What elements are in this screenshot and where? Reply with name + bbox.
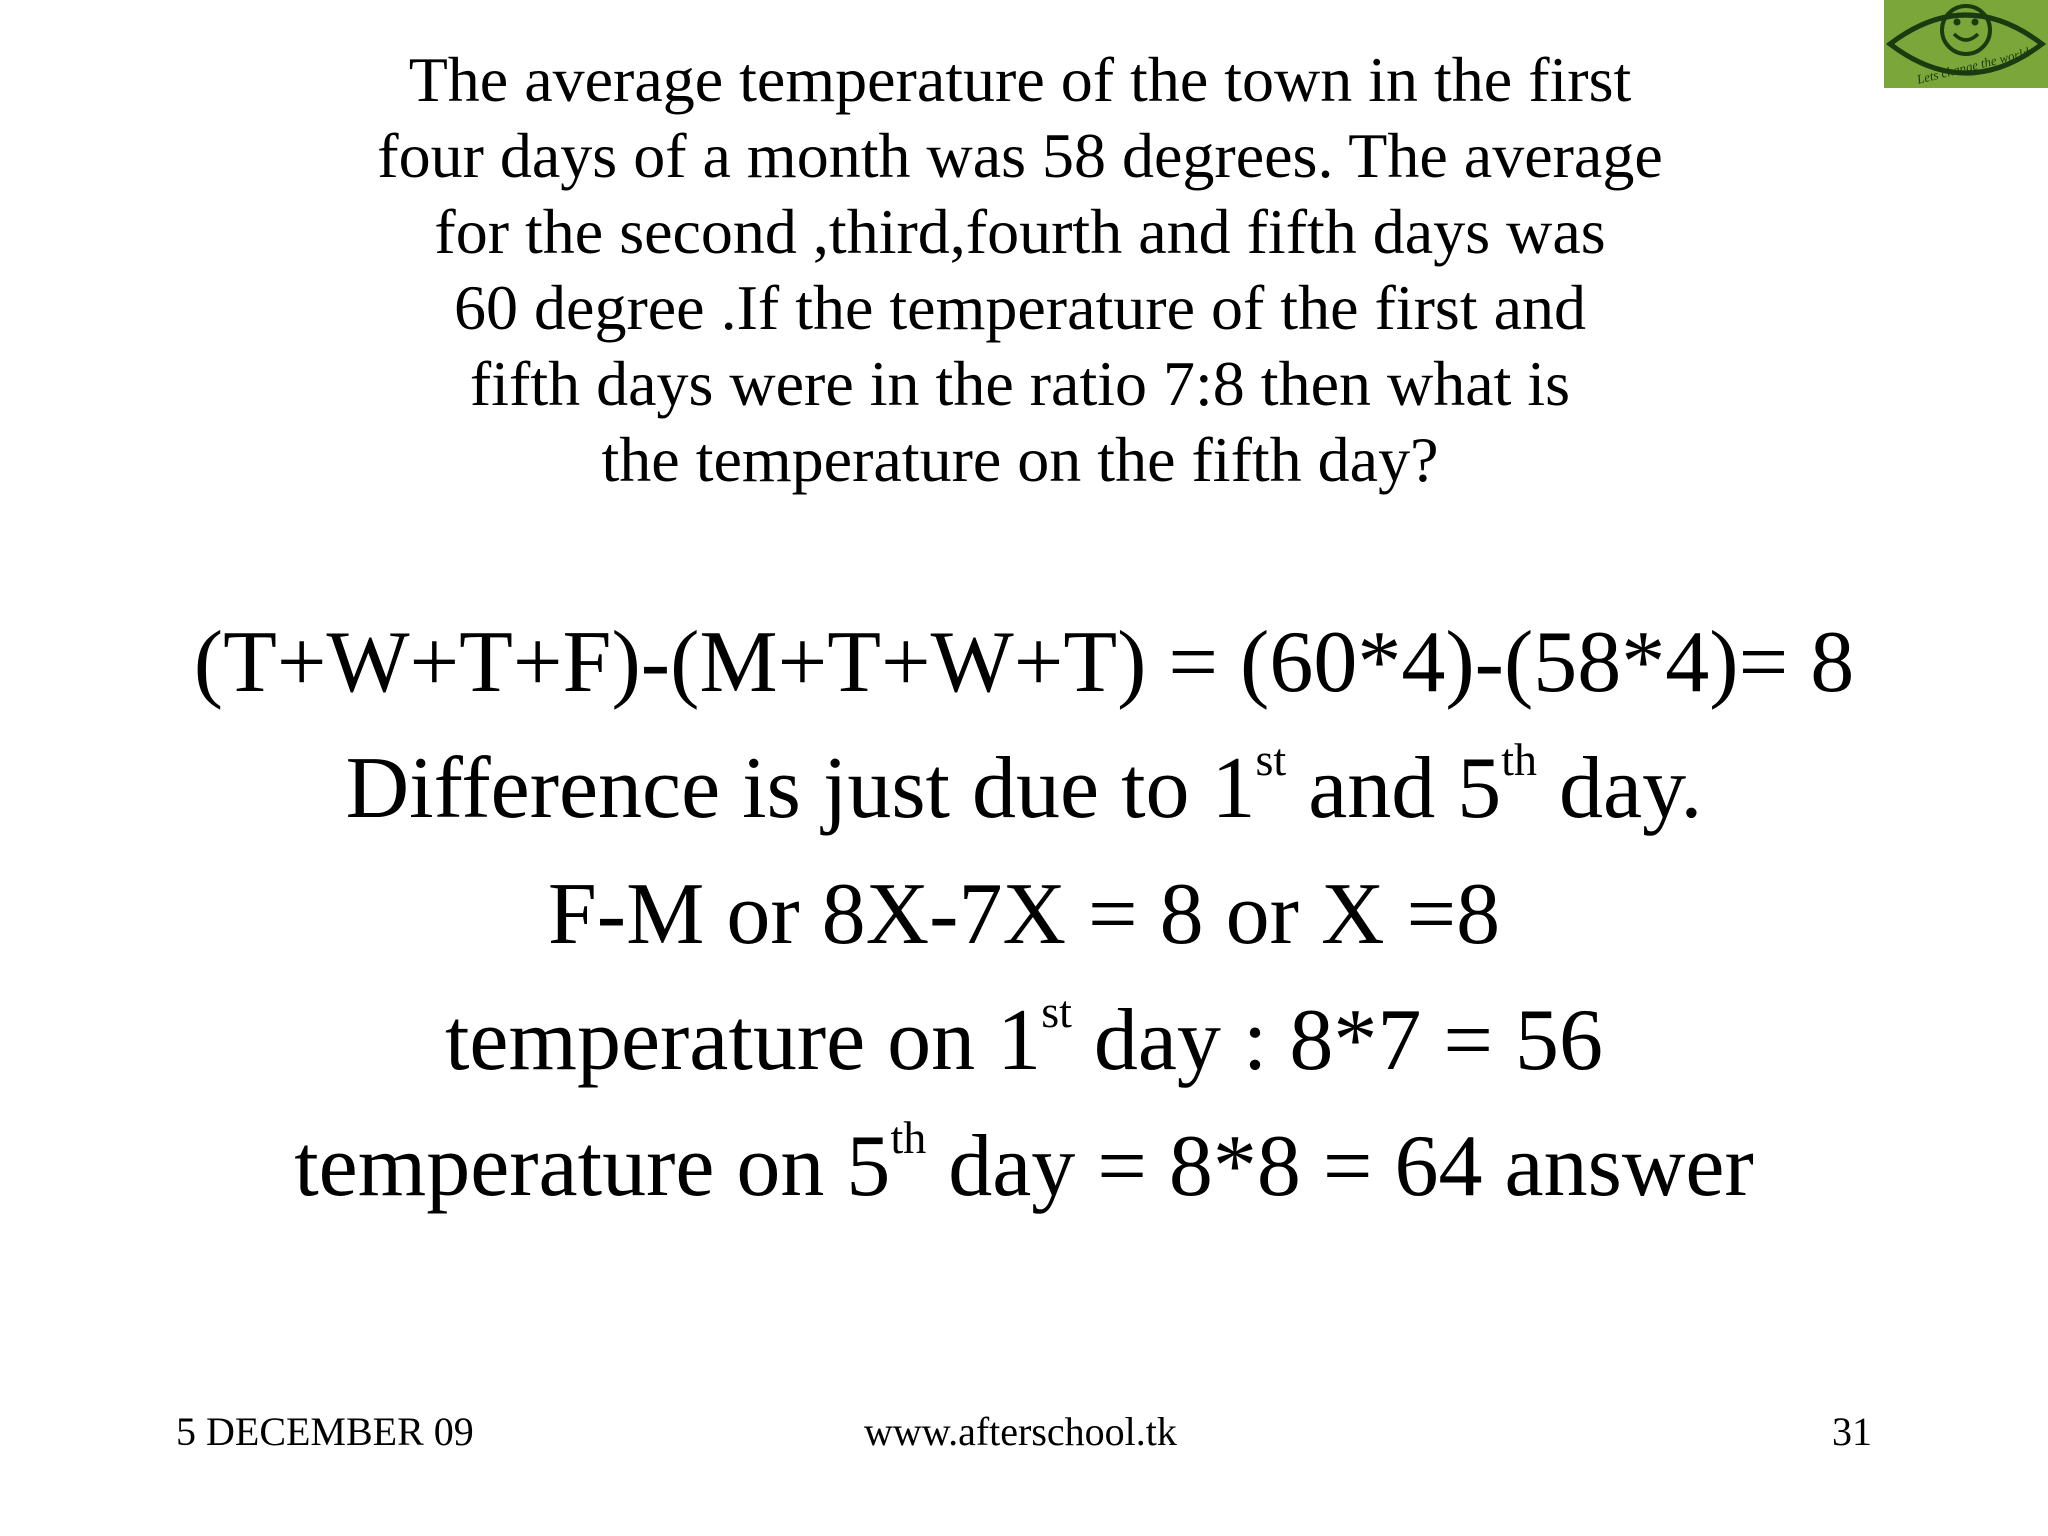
question-line: four days of a month was 58 degrees. The average <box>377 120 1663 191</box>
solution-first-day-line <box>100 978 1948 1104</box>
first-day-text-b: day : 8*7 = 56 <box>1071 992 1604 1089</box>
fifth-day-text-b: day = 8*8 = 64 answer <box>926 1118 1754 1215</box>
footer-page-number: 31 <box>1832 1409 1872 1454</box>
question-line: fifth days were in the ratio 7:8 then what is <box>469 348 1571 419</box>
question-line: for the second ,third,fourth and fifth days was <box>434 196 1606 267</box>
footer-url: www.afterschool.tk <box>864 1409 1177 1454</box>
solution-block <box>100 600 1948 1230</box>
difference-text-a: Difference is just due to 1 <box>345 740 1256 837</box>
question-line: The average temperature of the town in the first <box>408 44 1632 115</box>
ordinal-th: th <box>1501 734 1538 785</box>
difference-text-b: and 5 <box>1286 740 1502 837</box>
solution-fifth-day-line <box>100 1104 1948 1230</box>
fifth-day-text-a: temperature on 5 <box>294 1118 891 1215</box>
logo-graphic <box>1884 0 2048 88</box>
solution-difference-line <box>100 726 1948 852</box>
question-line: the temperature on the fifth day? <box>601 424 1439 495</box>
solution-ratio-line: F-M or 8X-7X = 8 or X =8 <box>547 866 1501 963</box>
logo-tagline: Lets change the world <box>1915 44 2031 87</box>
first-day-text-a: temperature on 1 <box>444 992 1042 1089</box>
question-line: 60 degree .If the temperature of the first and <box>454 272 1586 343</box>
difference-text-c: day. <box>1537 740 1703 837</box>
footer-date: 5 DECEMBER 09 <box>176 1409 474 1454</box>
ordinal-st: st <box>1041 986 1072 1037</box>
smiley-eye-logo-icon <box>1884 0 2048 88</box>
question-text <box>250 42 1790 498</box>
solution-equation-line: (T+W+T+F)-(M+T+W+T) = (60*4)-(58*4)= 8 <box>193 614 1855 711</box>
ordinal-st: st <box>1255 734 1287 785</box>
ordinal-th: th <box>890 1112 927 1163</box>
